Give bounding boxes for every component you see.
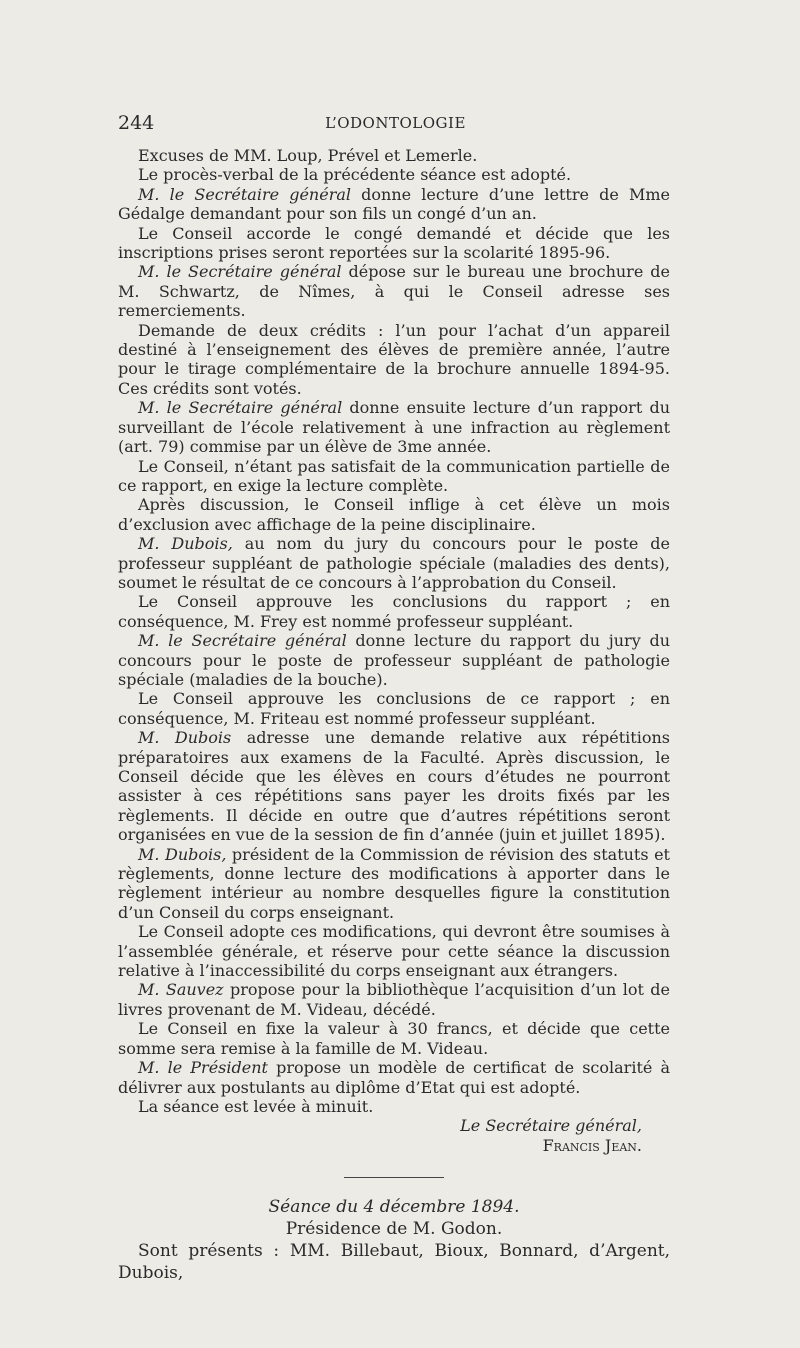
paragraph: M. le Secrétaire général donne lecture d’une lettre de Mme Gédalge demandant pour son fils un congé d’un an. (118, 184, 670, 224)
page-header (118, 112, 673, 138)
paragraph: M. Dubois, au nom du jury du concours pour le poste de professeur suppléant de pathologie spéciale (maladies des dents), soumet le résultat de ce concours à l’approbation du Conseil. (118, 534, 671, 592)
paragraph: Le Conseil, n’étant pas satisfait de la communication partielle de ce rapport, en exige la lecture complète. (118, 456, 670, 495)
paragraph: Excuses de MM. Loup, Prével et Lemerle. (138, 146, 478, 165)
paragraph: M. le Secrétaire général dépose sur le bureau une brochure de M. Schwartz, de Nîmes, à qui le Conseil adresse ses remerciements. (118, 262, 670, 321)
section-divider (344, 1177, 444, 1178)
running-head: L’ODONTOLOGIE (325, 114, 466, 132)
body-text (118, 146, 670, 1284)
paragraph: Le Conseil en fixe la valeur à 30 francs, et décide que cette somme sera remise à la famille de M. Videau. (118, 1019, 670, 1058)
paragraph: Le procès-verbal de la précédente séance est adopté. (138, 165, 572, 185)
signature-name: Francis Jean. (542, 1135, 642, 1155)
session-presents: Sont présents : MM. Billebaut, Bioux, Bonnard, d’Argent, Dubois, (118, 1241, 670, 1284)
paragraph: Demande de deux crédits : l’un pour l’achat d’un appareil destiné à l’enseignement des élèves de première année, l’autre pour le tirage complémentaire de la brochure annuelle 1894-95. Ces crédits sont votés. (118, 320, 670, 398)
paragraph: Le Conseil accorde le congé demandé et décide que les inscriptions prises seront reportées sur la scolarité 1895-96. (118, 223, 670, 263)
paragraph: M. le Secrétaire général donne ensuite lecture d’un rapport du surveillant de l’école relativement à une infraction au règlement (art. 79) commise par un élève de 3me année. (118, 398, 671, 457)
paragraph: M. Sauvez propose pour la bibliothèque l’acquisition d’un lot de livres provenant de M. Videau, décédé. (118, 980, 670, 1019)
session-presidence: Présidence de M. Godon. (285, 1219, 503, 1240)
paragraph: Le Conseil approuve les conclusions de ce rapport ; en conséquence, M. Friteau est nommé professeur suppléant. (118, 689, 670, 728)
paragraph: Le Conseil adopte ces modifications, qui devront être soumises à l’assemblée générale, et réserve pour cette séance la discussion relative à l’inaccessibilité du corps enseignant aux étrangers. (118, 922, 670, 981)
paragraph: La séance est levée à minuit. (138, 1096, 374, 1116)
paragraph: M. Dubois, président de la Commission de révision des statuts et règlements, donne lecture des modifications à apporter dans le règlement intérieur au nombre desquelles figure la constitution d’un Conseil du corps enseignant. (118, 844, 670, 922)
paragraph: M. Dubois adresse une demande relative aux répétitions préparatoires aux examens de la Faculté. Après discussion, le Conseil décide que les élèves en cours d’études ne pourront assister à ces répétitions sans payer les droits fixés par les règlements. Il décide en outre que d’autres répétitions seront organisées en vue de la session de fin d’année (juin et juillet 1895). (118, 728, 670, 845)
paragraph: Le Conseil approuve les conclusions du rapport ; en conséquence, M. Frey est nommé professeur suppléant. (118, 592, 670, 631)
paragraph: M. le Secrétaire général donne lecture du rapport du jury du concours pour le poste de professeur suppléant de pathologie spéciale (maladies de la bouche). (118, 631, 670, 689)
paragraph: M. le Président propose un modèle de certificat de scolarité à délivrer aux postulants au diplôme d’Etat qui est adopté. (118, 1058, 670, 1097)
session-title: Séance du 4 décembre 1894. (268, 1197, 520, 1218)
signature-title: Le Secrétaire général, (460, 1116, 642, 1136)
paragraph: Après discussion, le Conseil inflige à cet élève un mois d’exclusion avec affichage de la peine disciplinaire. (118, 495, 670, 534)
page-number: 244 (118, 112, 155, 134)
